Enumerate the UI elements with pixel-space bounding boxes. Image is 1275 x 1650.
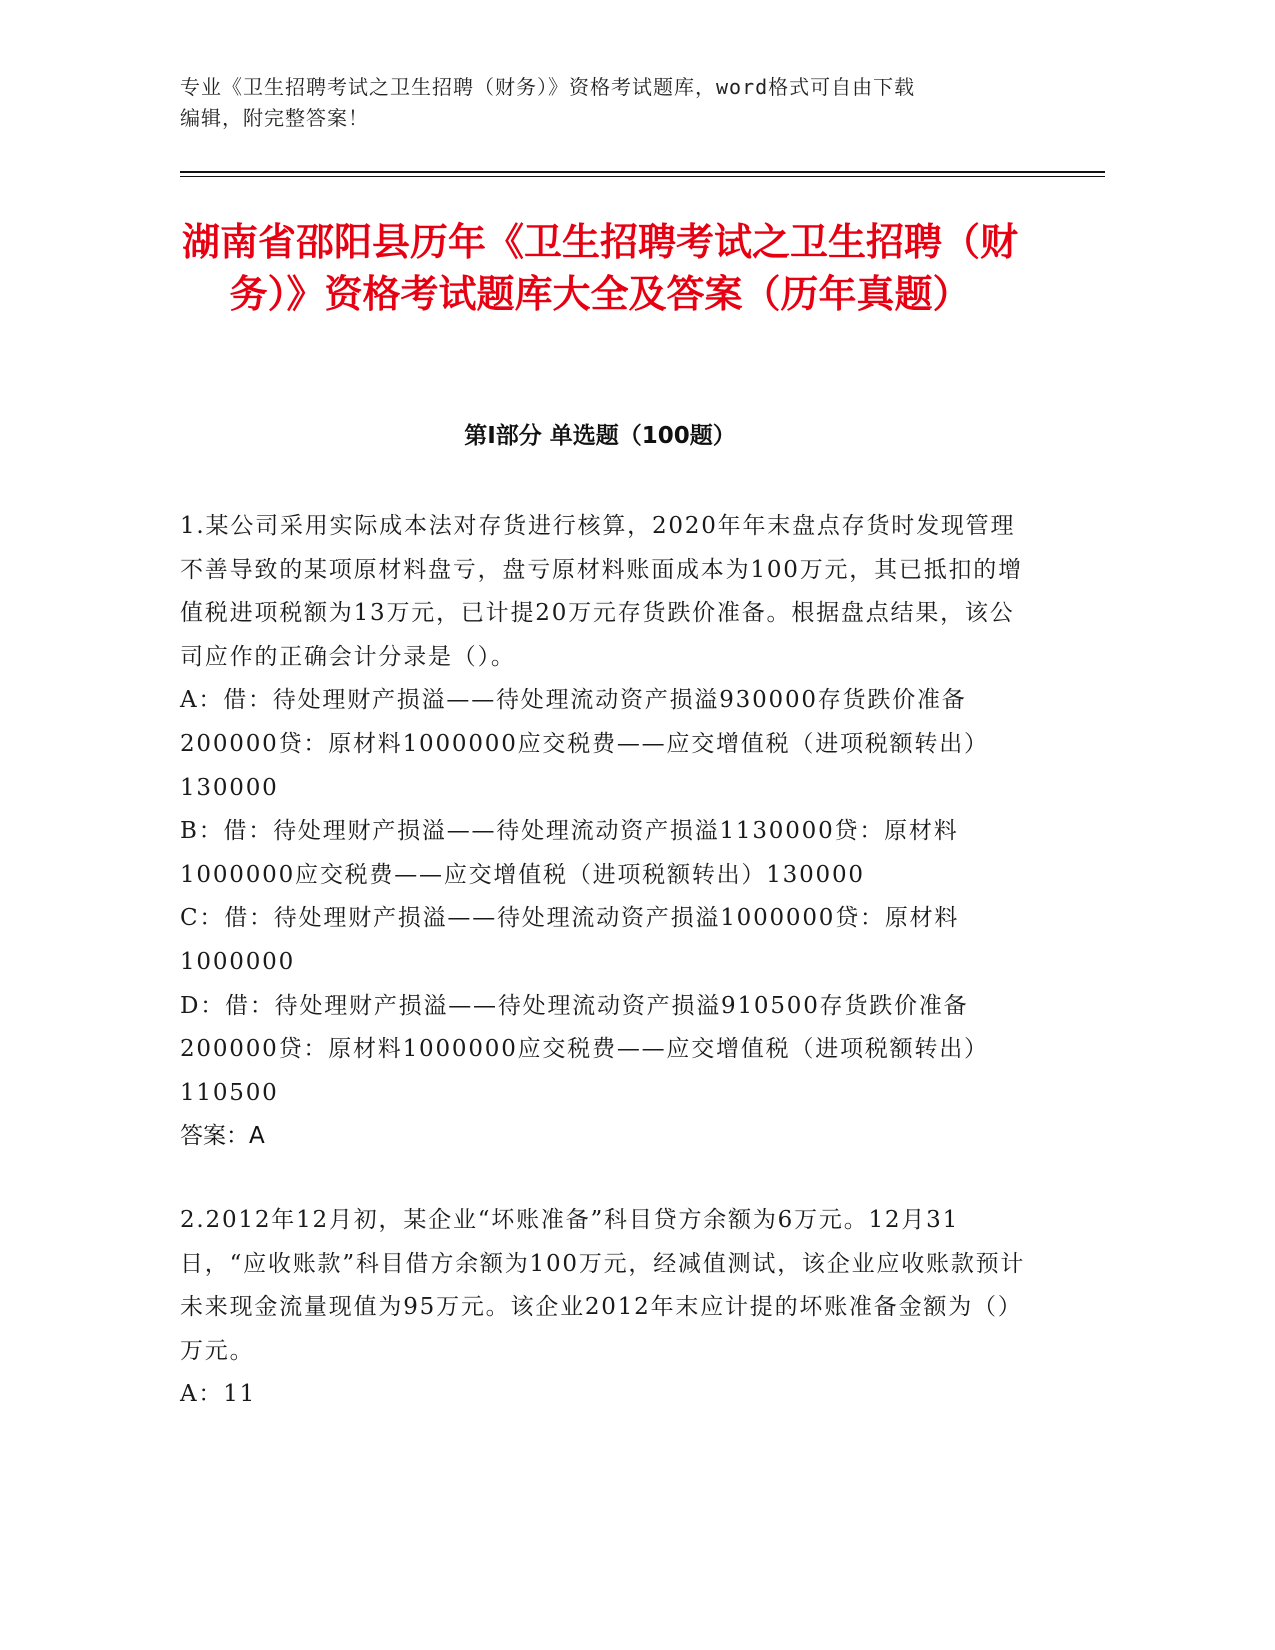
question-1: [180, 505, 1030, 1159]
section-title: 第Ⅰ部分 单选题（100题）: [464, 423, 736, 449]
question-list: [180, 505, 1030, 1457]
header-note-line-2: 编辑，附完整答案！: [180, 106, 369, 130]
option-c: C：借：待处理财产损溢——待处理流动资产损溢1000000贷：原材料1000000: [180, 905, 960, 975]
question-stem: 1.某公司采用实际成本法对存货进行核算，2020年年末盘点存货时发现管理不善导致的某项原材料盘亏，盘亏原材料账面成本为100万元，其已抵扣的增值税进项税额为13万元，已计提20万元存货跌价准备。根据盘点结果，该公司应作的正确会计分录是（）。: [180, 513, 1023, 670]
document-title: 湖南省邵阳县历年《卫生招聘考试之卫生招聘（财务）》资格考试题库大全及答案（历年真题）: [181, 220, 1018, 316]
answer-label: 答案：A: [180, 1123, 265, 1150]
option-a: A：11: [180, 1381, 257, 1408]
header-note-line-1: 专业《卫生招聘考试之卫生招聘（财务）》资格考试题库，word格式可自由下载: [180, 75, 916, 99]
option-d: D：借：待处理财产损溢——待处理流动资产损溢910500存货跌价准备200000贷：原材料1000000应交税费——应交增值税（进项税额转出）110500: [180, 992, 989, 1106]
option-b: B：借：待处理财产损溢——待处理流动资产损溢1130000贷：原材料1000000应交税费——应交增值税（进项税额转出）130000: [180, 818, 959, 888]
header-divider-thick: [180, 171, 1105, 173]
header-divider-thin: [180, 176, 1105, 177]
option-a: A：借：待处理财产损溢——待处理流动资产损溢930000存货跌价准备200000贷：原材料1000000应交税费——应交增值税（进项税额转出）130000: [180, 687, 989, 801]
question-2: [180, 1199, 1030, 1417]
question-stem: 2.2012年12月初，某企业“坏账准备”科目贷方余额为6万元。12月31日，“应收账款”科目借方余额为100万元，经减值测试，该企业应收账款预计未来现金流量现值为95万元。该企业2012年末应计提的坏账准备金额为（）万元。: [180, 1206, 1026, 1364]
header-note: [180, 72, 1080, 134]
